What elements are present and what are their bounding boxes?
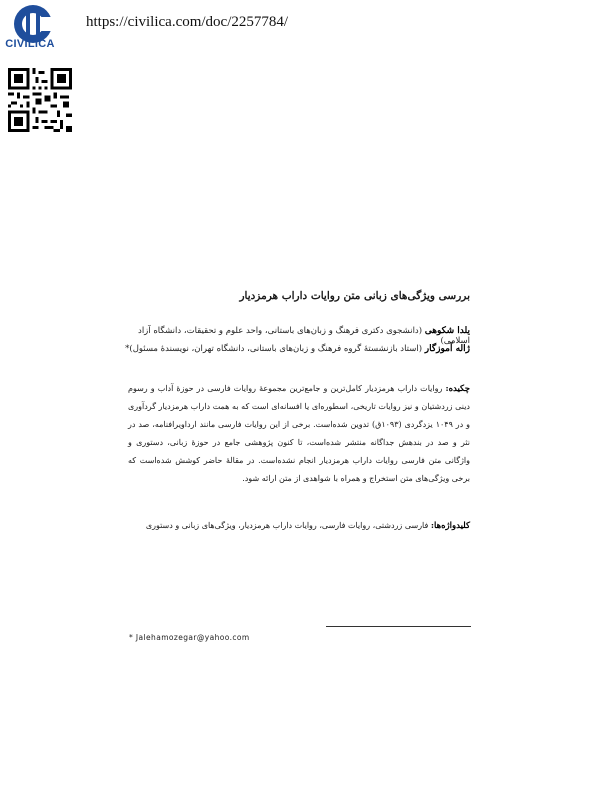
keywords-text: فارسی زردشتی، روایات فارسی، روایات داراب هرمزدیار، ویژگی‌های زبانی و دستوری <box>145 521 429 530</box>
footnote-email[interactable]: * Jalehamozegar@yahoo.com <box>129 633 250 642</box>
keywords <box>128 517 470 535</box>
abstract-label: چکیده: <box>445 384 471 394</box>
author-1-affiliation: (دانشجوی دکتری فرهنگ و زبان‌های باستانی، واحد علوم و تحقیقات، دانشگاه آزاد اسلامی) <box>138 326 470 346</box>
author-1 <box>110 326 470 346</box>
abstract-text: روایات داراب هرمزدیار کامل‌ترین و جامع‌ترین مجموعهٔ روایات فارسی در حوزهٔ آداب و رسوم دینی زردشتیان و نیز روایات تاریخی، اسطوره‌ای یا افسانه‌ای است که به همت داراب هرمزدیار گردآوری و در ۱۰۴۹ یزدگردی (۱۰۹۳ق) تدوین شده‌است. برخی از این روایات فارسی مانند ارداویرافنامه، صد در نثر و صد در بندهش جداگانه منتشر شده‌است، تا کنون پژوهشی جامع در حوزهٔ زبانی، دستوری و واژگانی متن فارسی روایات داراب هرمزدیار انجام نشده‌است. در مقالهٔ حاضر کوشش شده‌است که برخی ویژگی‌های متن استخراج و همراه با شواهدی از متن ارائه شود. <box>128 384 471 483</box>
keywords-label: کلیدواژه‌ها: <box>430 521 470 531</box>
abstract <box>128 380 470 488</box>
paper-title: بررسی ویژگی‌های زبانی متن روایات داراب هرمزدیار <box>239 290 470 302</box>
footnote-divider <box>326 626 471 627</box>
qr-code-icon <box>8 68 72 132</box>
document-url[interactable]: https://civilica.com/doc/2257784/ <box>86 14 289 30</box>
author-2-affiliation: (استاد بازنشستهٔ گروه فرهنگ و زبان‌های باستانی، دانشگاه تهران، نویسندهٔ مسئول)* <box>125 344 423 354</box>
author-1-name: یلدا شکوهی <box>424 326 470 336</box>
logo-text: CIVILICA <box>5 38 55 50</box>
author-2 <box>110 344 470 354</box>
author-2-name: ژاله آموزگار <box>424 344 470 354</box>
